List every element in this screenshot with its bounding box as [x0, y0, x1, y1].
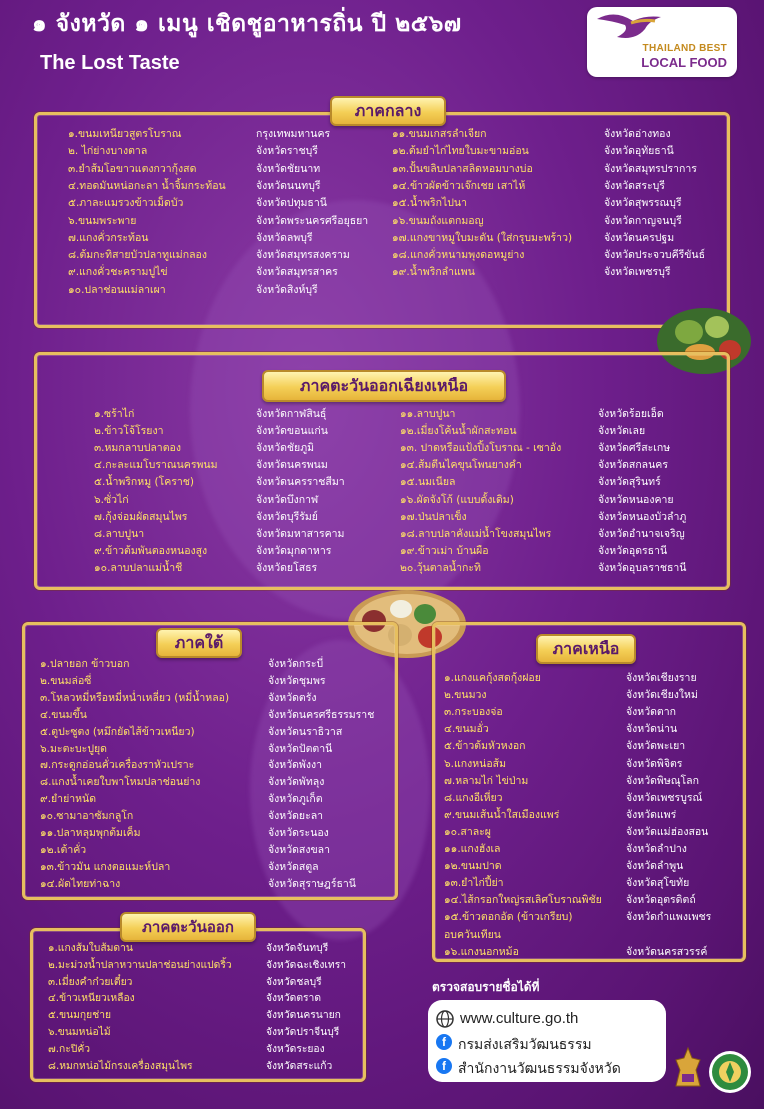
dish-name: ๑๒.ขนมปาด	[444, 860, 502, 873]
province-name: จังหวัดชัยนาท	[256, 162, 321, 175]
facebook-page-link-provincial[interactable]: สำนักงานวัฒนธรรมจังหวัด	[458, 1060, 621, 1076]
dish-name: ๕.ภาละแมรวงข้าวเม็ดบัว	[68, 197, 184, 210]
dish-name: ๒๐.วุ้นตาลน้ำกะทิ	[400, 561, 481, 574]
dish-name: ๑๘.แกงคั่วหนามพุงดอหมูย่าง	[392, 249, 525, 262]
dish-name: ๑๗.ป่นปลาเข็ง	[400, 510, 467, 523]
province-name: จังหวัดนครปฐม	[604, 231, 675, 244]
dish-name: ๓.หมกลาบปลาตอง	[94, 442, 181, 455]
province-name: จังหวัดปราจีนบุรี	[266, 1026, 340, 1038]
dish-name: ๒.ขนมล่อซี่	[40, 674, 92, 687]
province-name: จังหวัดพัทลุง	[268, 776, 325, 789]
dish-name: ๑๖.แกงนอกหม้อ	[444, 945, 519, 958]
province-name: จังหวัดร้อยเอ็ด	[598, 408, 664, 420]
dish-name: ๘.ลาบปูนา	[94, 527, 145, 540]
dish-name: ๑๓. ปาดหรือแป้งปิ้งโบราณ - เซาอัง	[400, 442, 562, 455]
dish-name: ๘.ต้มกะทิสายบัวปลาทูแม่กลอง	[68, 249, 207, 262]
province-name: จังหวัดสมุทรสาคร	[256, 266, 338, 279]
dish-name: ๓.ยำส้มโอขาวแตงกวากุ้งสด	[68, 162, 197, 175]
bird-icon	[595, 11, 665, 45]
dish-name: ๖.ขนมพระพาย	[68, 214, 137, 227]
dish-name: ๗.กระดูกอ่อนคั่วเครื่องราหัวเปราะ	[40, 759, 195, 772]
province-name: จังหวัดตรัง	[268, 691, 317, 704]
dish-name: ๓.เมี่ยงคำก๋วยเตี๋ยว	[48, 975, 133, 988]
province-name: จังหวัดพระนครศรีอยุธยา	[256, 214, 369, 227]
ministry-emblem-icon	[672, 1046, 704, 1092]
dish-name: ๑๑.ขนมเกสรลำเจียก	[392, 128, 487, 140]
province-name: จังหวัดตราด	[266, 992, 322, 1005]
dish-name: ๙.ข้าวต้มพันตองหนองสูง	[94, 544, 208, 557]
province-name: จังหวัดจันทบุรี	[266, 942, 329, 954]
dish-name: ๓.กระบองจ่อ	[444, 706, 503, 719]
province-name: จังหวัดอุบลราชธานี	[598, 561, 687, 574]
province-name: จังหวัดสุโขทัย	[626, 877, 690, 890]
province-name: จังหวัดหนองบัวลำภู	[598, 510, 687, 523]
dish-name: ๑๒.ต้มยำไก่ไทยใบมะขามอ่อน	[392, 145, 529, 158]
dish-name: ๑๕.น้ำพริกไปนา	[392, 197, 467, 210]
contact-heading: ตรวจสอบรายชื่อได้ที่	[432, 980, 540, 994]
facebook-page-link-dept[interactable]: กรมส่งเสริมวัฒนธรรม	[458, 1036, 592, 1052]
province-name: จังหวัดลำพูน	[626, 860, 684, 873]
dish-name: ๑๔.ส้มตีนไคขุนโพนยางคำ	[400, 459, 522, 472]
province-name: จังหวัดสมุทรปราการ	[604, 162, 697, 175]
poster-subtitle: The Lost Taste	[40, 52, 180, 74]
dish-name: ๑๓.ปั้นขลิบปลาสลิดหอมบางบ่อ	[392, 162, 533, 175]
dish-name: ๔.ขนมอั่ว	[444, 723, 489, 736]
province-name: จังหวัดยะลา	[268, 810, 324, 823]
province-name: จังหวัดกาฬสินธุ์	[256, 408, 327, 420]
province-name: กรุงเทพมหานคร	[256, 128, 331, 140]
province-name: จังหวัดสุรินทร์	[598, 476, 661, 489]
logo-text-line2: LOCAL FOOD	[641, 55, 727, 70]
poster-title: ๑ จังหวัด ๑ เมนู เชิดชูอาหารถิ่น ปี ๒๕๖๗	[32, 11, 462, 37]
province-name: จังหวัดนครนายก	[266, 1009, 341, 1022]
province-name: จังหวัดอำนาจเจริญ	[598, 527, 685, 540]
province-name: จังหวัดชัยภูมิ	[256, 442, 315, 455]
province-name: จังหวัดหนองคาย	[598, 493, 674, 506]
dish-name: ๘.หมกหน่อไม้กรงเครื่องสมุนไพร	[48, 1059, 193, 1072]
dish-name: ๑๐.ซามาอาซัมกลูโก	[40, 810, 134, 823]
province-name: จังหวัดสระบุรี	[604, 179, 665, 192]
province-name: จังหวัดเชียงใหม่	[626, 689, 698, 702]
facebook-icon: f	[436, 1034, 452, 1050]
facebook-icon: f	[436, 1058, 452, 1074]
dish-name: ๙.ขนมเส้นน้ำใสเมืองแพร่	[444, 808, 560, 821]
province-name: จังหวัดภูเก็ต	[268, 793, 323, 806]
province-name: จังหวัดนครสวรรค์	[626, 945, 708, 958]
province-name: จังหวัดสกลนคร	[598, 459, 668, 472]
dish-name: ๑๓.ยำไก่ปี้ย่า	[444, 877, 504, 890]
dish-name: ๑๒.เมี่ยงโค้นน้ำผักสะทอน	[400, 425, 517, 438]
dish-name: ๔.ข้าวเหนียวเหลือง	[48, 992, 135, 1005]
province-name: จังหวัดนครราชสีมา	[256, 476, 345, 489]
province-name: จังหวัดกำแพงเพชร	[626, 911, 712, 924]
dish-name: ๑๔.ไส้กรอกใหญ่รสเลิศโบราณพิชัย	[444, 894, 602, 907]
dish-name: ๘.แกงน้ำเคยใบพาโหมปลาช่อนย่าง	[40, 776, 201, 789]
province-name: จังหวัดเชียงราย	[626, 672, 697, 684]
province-name: จังหวัดพะเยา	[626, 740, 686, 753]
province-name: จังหวัดน่าน	[626, 723, 678, 736]
province-name: จังหวัดอุทัยธานี	[604, 145, 674, 158]
province-name: จังหวัดอุตรดิตถ์	[626, 894, 696, 907]
dish-name: ๙.แกงคั่วชะครามปูไข่	[68, 266, 168, 279]
province-name: จังหวัดบึงกาฬ	[256, 493, 319, 506]
dish-name: ๔.ทอดมันหน่อกะลา น้ำจิ้มกระท้อน	[68, 179, 226, 192]
province-name: จังหวัดพังงา	[268, 759, 322, 772]
dish-name: ๑๘.ลาบปลาคังแม่น้ำโขงสมุนไพร	[400, 527, 552, 540]
province-name: จังหวัดปทุมธานี	[256, 197, 327, 210]
thailand-best-local-food-logo	[587, 7, 737, 77]
province-name: จังหวัดสระแก้ว	[266, 1059, 333, 1072]
province-name: จังหวัดสมุทรสงคราม	[256, 249, 350, 262]
dish-name: ๔.ขนมขึ้น	[40, 708, 87, 721]
province-name: จังหวัดแม่ฮ่องสอน	[626, 825, 709, 838]
dish-name: อบควันเทียน	[444, 928, 501, 941]
dish-name: ๑.ขนมเหนียวสูตรโบราณ	[68, 128, 182, 140]
dish-name: ๖.แกงหน่อส้ม	[444, 757, 506, 770]
province-name: จังหวัดชุมพร	[268, 674, 326, 687]
central-region-title: ภาคกลาง	[330, 96, 446, 126]
dish-name: ๑๐.ลาบปลาแม่น้ำชี	[94, 561, 183, 574]
dish-name: ๑๔.ผัดไทยท่าฉาง	[40, 877, 121, 890]
dish-name: ๗.กะปิคั่ว	[48, 1042, 90, 1055]
dish-name: ๖.มะตะบะปูยุด	[40, 742, 107, 755]
dish-name: ๑๑.ปลาหลุมพุกต้มเค็ม	[40, 827, 141, 839]
province-name: จังหวัดยโสธร	[256, 561, 318, 574]
dish-name: ๙.ยำย่าหนัด	[40, 793, 97, 806]
dish-name: ๑.ซร้าไก่	[94, 408, 135, 420]
province-name: จังหวัดประจวบคีรีขันธ์	[604, 249, 706, 262]
dish-name: ๒.มะม่วงน้ำปลาหวานปลาช่อนย่างแปดริ้ว	[48, 958, 232, 971]
province-name: จังหวัดเพชรบุรี	[604, 266, 671, 279]
northeast-region-title: ภาคตะวันออกเฉียงเหนือ	[262, 370, 506, 402]
province-name: จังหวัดสงขลา	[268, 843, 330, 856]
dish-name: ๗.หลามไก่ ไข่ป่าม	[444, 774, 529, 787]
dish-name: ๑๔.ข้าวผัดข้าวเจ๊กเชย เสาไห้	[392, 179, 526, 192]
province-name: จังหวัดสุพรรณบุรี	[604, 197, 682, 210]
province-name: จังหวัดสิงห์บุรี	[256, 283, 318, 296]
dish-name: ๘.แกงอีเหี่ยว	[444, 791, 503, 804]
province-name: จังหวัดบุรีรัมย์	[256, 510, 318, 523]
dish-name: ๗.กุ้งจ่อมผัดสมุนไพร	[94, 510, 188, 523]
dish-name: ๑๐.ปลาช่อนแม่ลาเผา	[68, 283, 166, 296]
province-name: จังหวัดอุดรธานี	[598, 544, 668, 557]
province-name: จังหวัดฉะเชิงเทรา	[266, 958, 347, 971]
east-region-title: ภาคตะวันออก	[120, 912, 256, 942]
dish-name: ๑๙.น้ำพริกลำแพน	[392, 266, 475, 279]
province-name: จังหวัดเพชรบูรณ์	[626, 791, 703, 804]
province-name: จังหวัดระนอง	[268, 827, 329, 839]
dish-name: ๖.ขนมหน่อไม้	[48, 1026, 111, 1038]
province-name: จังหวัดลำปาง	[626, 843, 687, 855]
dish-name: ๓.โหลวหมี่หรือหมี่หน่ำเหลี่ยว (หมี่น้ำหลอ)	[40, 691, 230, 704]
province-name: จังหวัดมหาสารคาม	[256, 527, 345, 540]
dish-name: ๑.แกงส้มใบส้มดาน	[48, 942, 133, 954]
dish-name: ๑๒.เต้าคั่ว	[40, 843, 87, 856]
dish-name: ๒.ขนมวง	[444, 689, 487, 702]
department-seal-icon	[708, 1050, 752, 1094]
dish-name: ๗.แกงคั่วกระท้อน	[68, 231, 149, 244]
province-name: จังหวัดนราธิวาส	[268, 725, 343, 738]
north-region-title: ภาคเหนือ	[536, 634, 636, 664]
province-name: จังหวัดพิษณุโลก	[626, 774, 699, 787]
province-name: จังหวัดศรีสะเกษ	[598, 442, 671, 455]
south-region-title: ภาคใต้	[156, 628, 242, 658]
province-name: จังหวัดชลบุรี	[266, 975, 322, 988]
province-name: จังหวัดมุกดาหาร	[256, 544, 332, 557]
province-name: จังหวัดกระบี่	[268, 658, 324, 670]
province-name: จังหวัดระยอง	[266, 1042, 325, 1055]
dish-name: ๕.น้ำพริกหมู (โคราช)	[94, 476, 194, 489]
dish-name: ๑๑.แกงฮังเล	[444, 843, 501, 855]
province-name: จังหวัดสุราษฎร์ธานี	[268, 877, 356, 890]
province-name: จังหวัดแพร่	[626, 808, 677, 821]
dish-name: ๑๗.แกงขาหมูใบมะดัน (ใส่กรุบมะพร้าว)	[392, 231, 573, 244]
logo-text-line1: THAILAND BEST	[642, 43, 727, 54]
province-name: จังหวัดสตูล	[268, 860, 319, 873]
province-name: จังหวัดขอนแก่น	[256, 425, 328, 438]
dish-name: ๑.ปลายอก ข้าวบอก	[40, 658, 130, 670]
dish-name: ๑๕.ข้าวตอกอัด (ข้าวเกรียบ)	[444, 911, 573, 924]
dish-name: ๕.ขนมกุยช่าย	[48, 1009, 112, 1022]
dish-name: ๔.กะละแมโบราณนครพนม	[94, 459, 218, 472]
dish-name: ๑๖.ผัดจังโก้ (แบบดั้งเดิม)	[400, 493, 514, 506]
province-name: จังหวัดพิจิตร	[626, 757, 683, 770]
province-name: จังหวัดเลย	[598, 425, 646, 438]
globe-icon	[436, 1010, 454, 1028]
province-name: จังหวัดลพบุรี	[256, 231, 313, 244]
province-name: จังหวัดตาก	[626, 706, 676, 719]
dish-name: ๕.ข้าวต้มหัวหงอก	[444, 740, 526, 753]
province-name: จังหวัดนครพนม	[256, 459, 328, 472]
dish-name: ๒.ข้าวโจ้โรยงา	[94, 425, 164, 438]
dish-name: ๑๙.ข้าวเม่า บ้านผือ	[400, 544, 489, 557]
dish-name: ๒. ไก่ย่างบางตาล	[68, 145, 148, 158]
province-name: จังหวัดราชบุรี	[256, 145, 318, 158]
dish-name: ๕.ตูปะซูตง (หมึกยัดไส้ข้าวเหนียว)	[40, 725, 195, 738]
province-name: จังหวัดปัตตานี	[268, 742, 333, 755]
province-name: จังหวัดนครศรีธรรมราช	[268, 708, 375, 721]
dish-name: ๖.ซั่วไก่	[94, 493, 129, 506]
dish-name: ๑๑.ลาบปูนา	[400, 408, 456, 420]
dish-name: ๑๓.ข้าวมัน แกงตอแมะห์ปลา	[40, 860, 171, 873]
dish-name: ๑๕.นมเนียล	[400, 476, 456, 489]
dish-name: ๑๖.ขนมถังแตกมอญ	[392, 214, 484, 227]
province-name: จังหวัดกาญจนบุรี	[604, 214, 682, 227]
province-name: จังหวัดอ่างทอง	[604, 128, 671, 140]
province-name: จังหวัดนนทบุรี	[256, 179, 321, 192]
dish-name: ๑.แกงแคกุ้งสดกุ้งฝอย	[444, 672, 541, 684]
website-link[interactable]: www.culture.go.th	[460, 1010, 579, 1027]
dish-name: ๑๐.สาละผู	[444, 825, 491, 838]
